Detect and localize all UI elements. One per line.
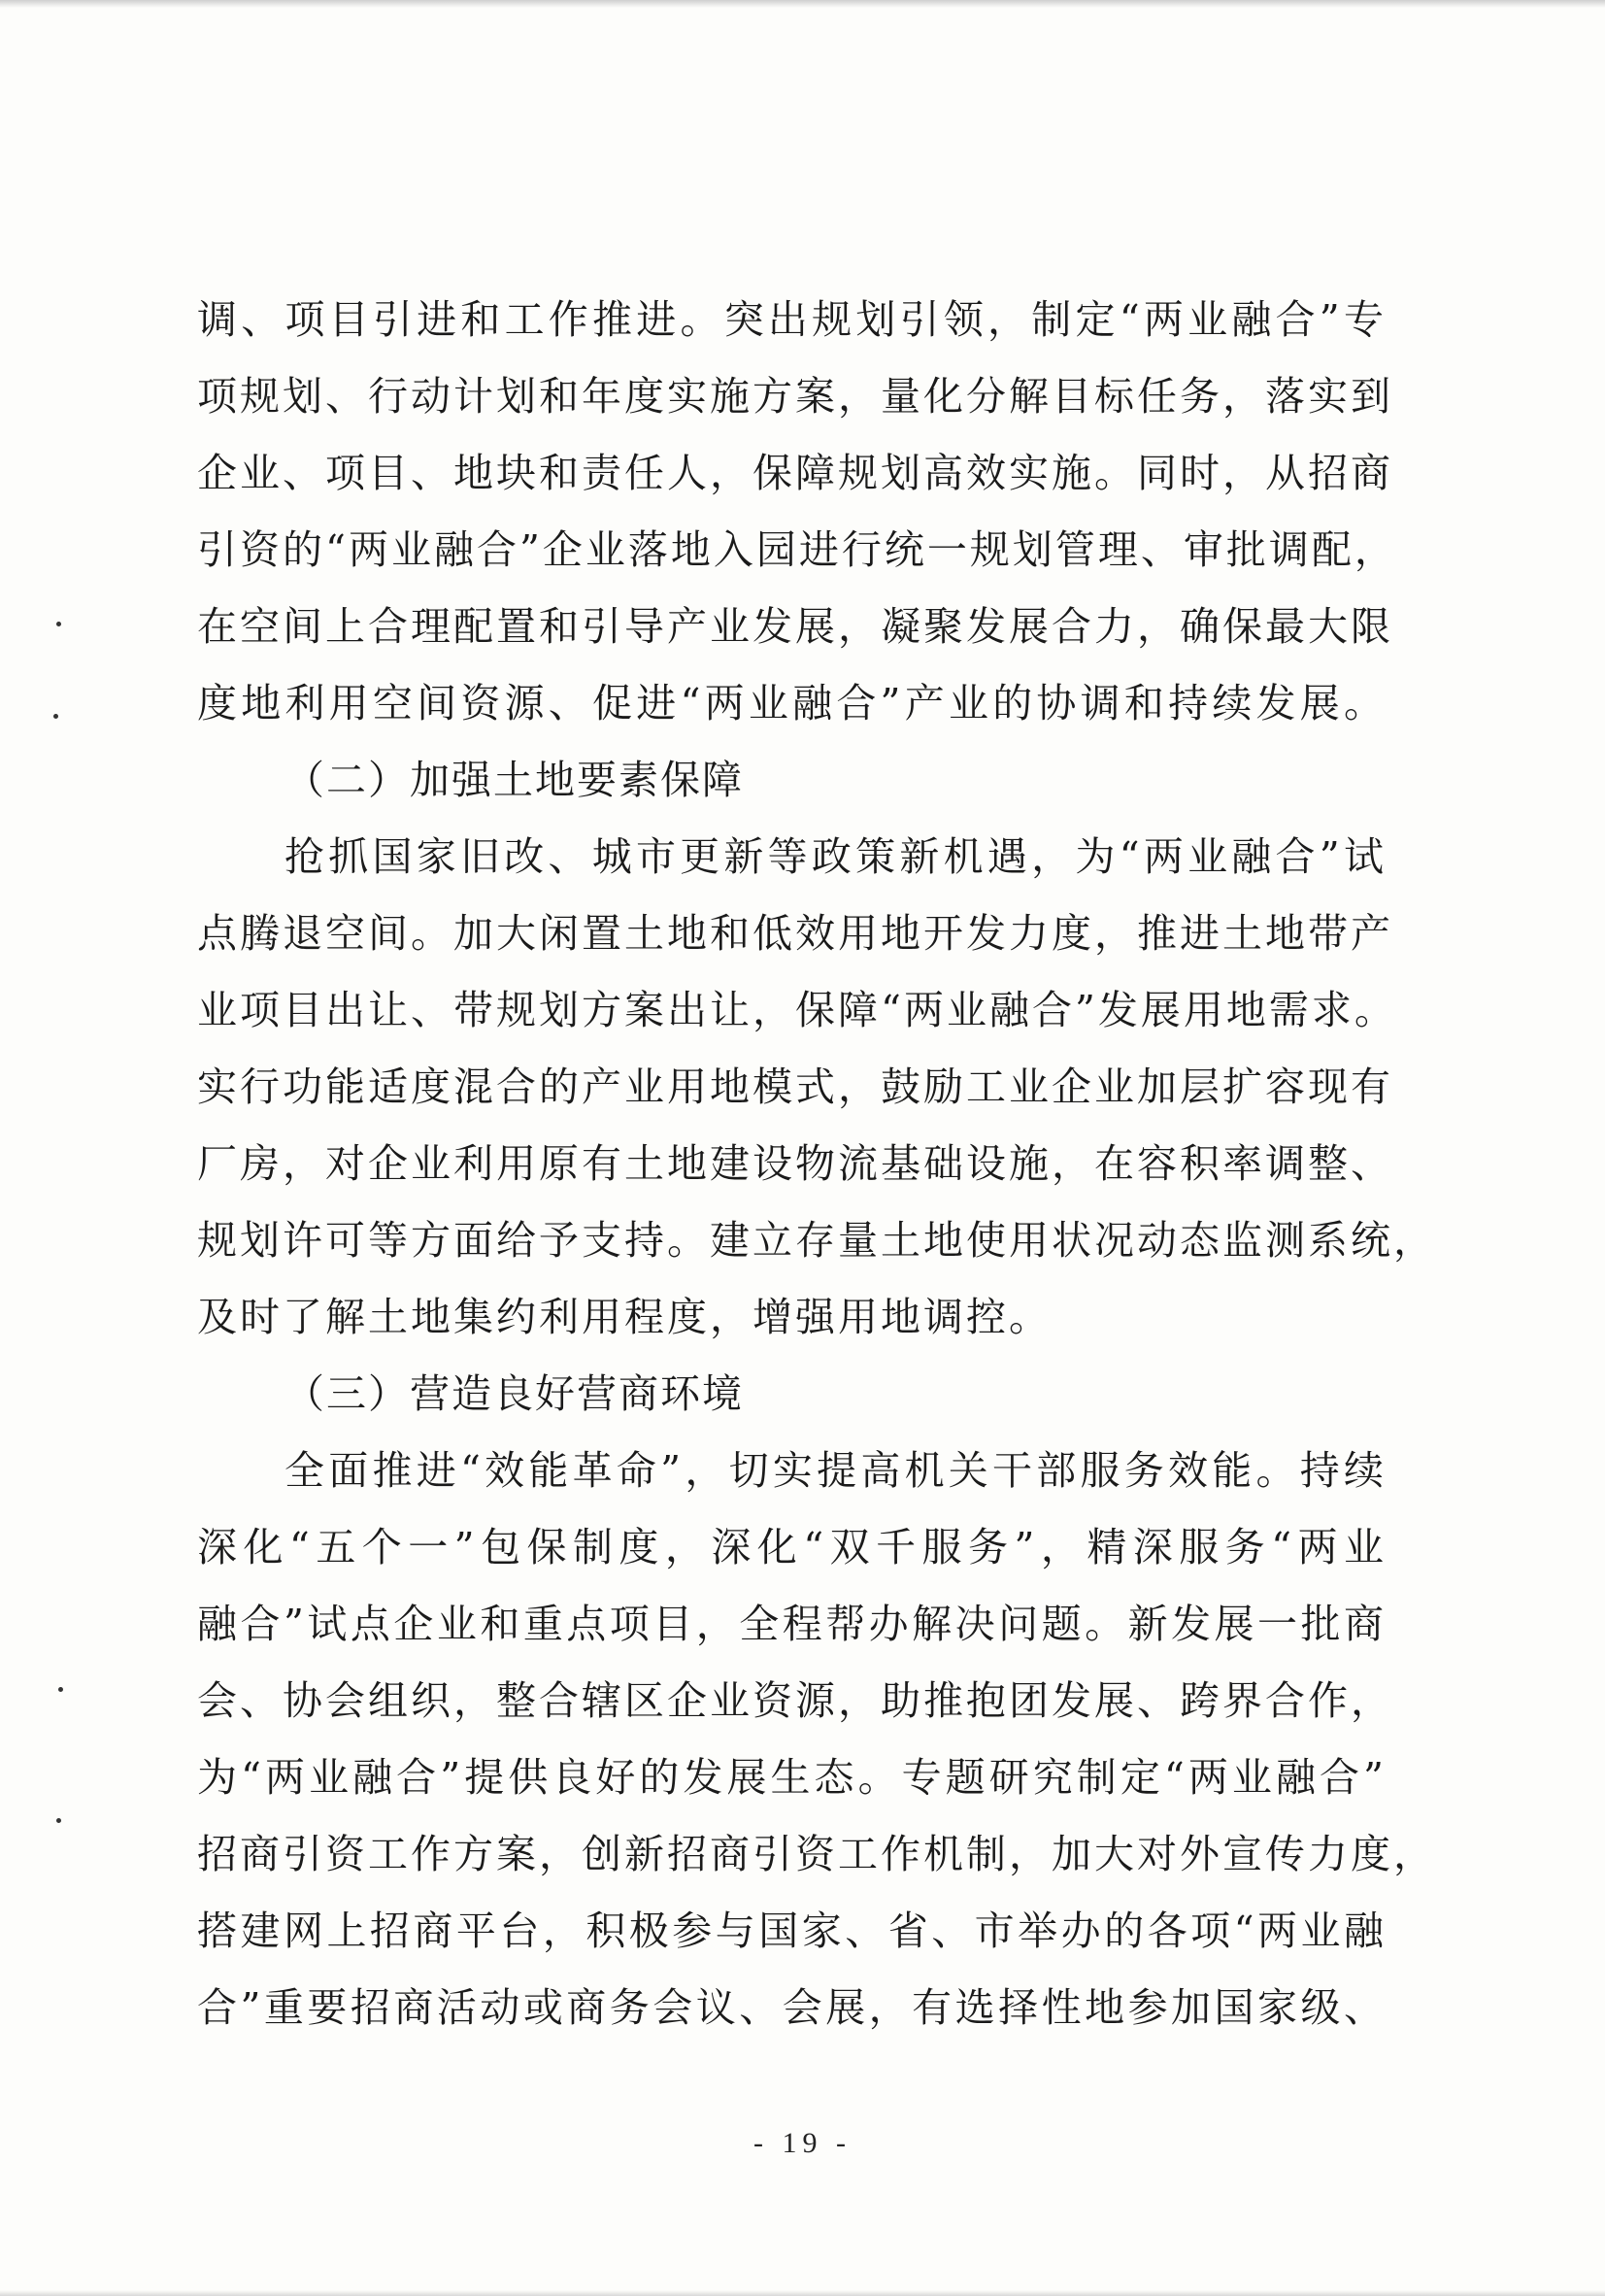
text-line: 点腾退空间。加大闲置土地和低效用地开发力度，推进土地带产 [197,910,1393,957]
scan-bottom-edge [0,2290,1605,2296]
text-line: 融合”试点企业和重点项目，全程帮办解决问题。新发展一批商 [197,1601,1387,1647]
text-line: 全面推进“效能革命”，切实提高机关干部服务效能。持续 [284,1447,1387,1494]
text-line: 规划许可等方面给予支持。建立存量土地使用状况动态监测系统， [197,1217,1436,1264]
text-line: 调、项目引进和工作推进。突出规划引领，制定“两业融合”专 [197,296,1387,343]
text-line: 深化“五个一”包保制度，深化“双千服务”，精深服务“两业 [197,1524,1387,1570]
text-line: 及时了解土地集约利用程度，增强用地调控。 [197,1294,1052,1340]
scan-top-edge [0,0,1605,8]
text-line: 会、协会组织，整合辖区企业资源，助推抱团发展、跨界合作， [197,1677,1393,1724]
paragraph-continued [197,282,1397,742]
text-line: 项规划、行动计划和年度实施方案，量化分解目标任务，落实到 [197,373,1393,420]
text-line: 厂房，对企业利用原有土地建设物流基础设施，在容积率调整、 [197,1140,1393,1187]
text-line: 业项目出让、带规划方案出让，保障“两业融合”发展用地需求。 [197,987,1397,1033]
text-line: 度地利用空间资源、促进“两业融合”产业的协调和持续发展。 [197,680,1387,726]
section-heading: （三）营造良好营商环境 [284,1370,744,1417]
text-line: 搭建网上招商平台，积极参与国家、省、市举办的各项“两业融 [197,1908,1387,1954]
text-line: 为“两业融合”提供良好的发展生态。专题研究制定“两业融合” [197,1754,1387,1801]
section-heading: （二）加强土地要素保障 [284,757,744,803]
body-text [197,282,1436,2046]
text-line: 合”重要招商活动或商务会议、会展，有选择性地参加国家级、 [197,1984,1387,2031]
section-paragraph [197,1433,1436,2046]
text-line: 在空间上合理配置和引导产业发展，凝聚发展合力，确保最大限 [197,603,1393,650]
text-line: 招商引资工作方案，创新招商引资工作机制，加大对外宣传力度， [197,1831,1436,1877]
binding-hole-mark [53,714,58,719]
text-line: 引资的“两业融合”企业落地入园进行统一规划管理、审批调配， [197,526,1397,573]
page-number: - 19 - [753,2127,852,2159]
binding-hole-mark [56,622,61,626]
text-line: 抢抓国家旧改、城市更新等政策新机遇，为“两业融合”试 [284,833,1387,880]
text-line: 实行功能适度混合的产业用地模式，鼓励工业企业加层扩容现有 [197,1064,1393,1110]
binding-hole-mark [56,1818,61,1823]
section-paragraph [197,819,1436,1356]
text-line: 企业、项目、地块和责任人，保障规划高效实施。同时，从招商 [197,450,1393,496]
binding-hole-mark [58,1687,63,1692]
